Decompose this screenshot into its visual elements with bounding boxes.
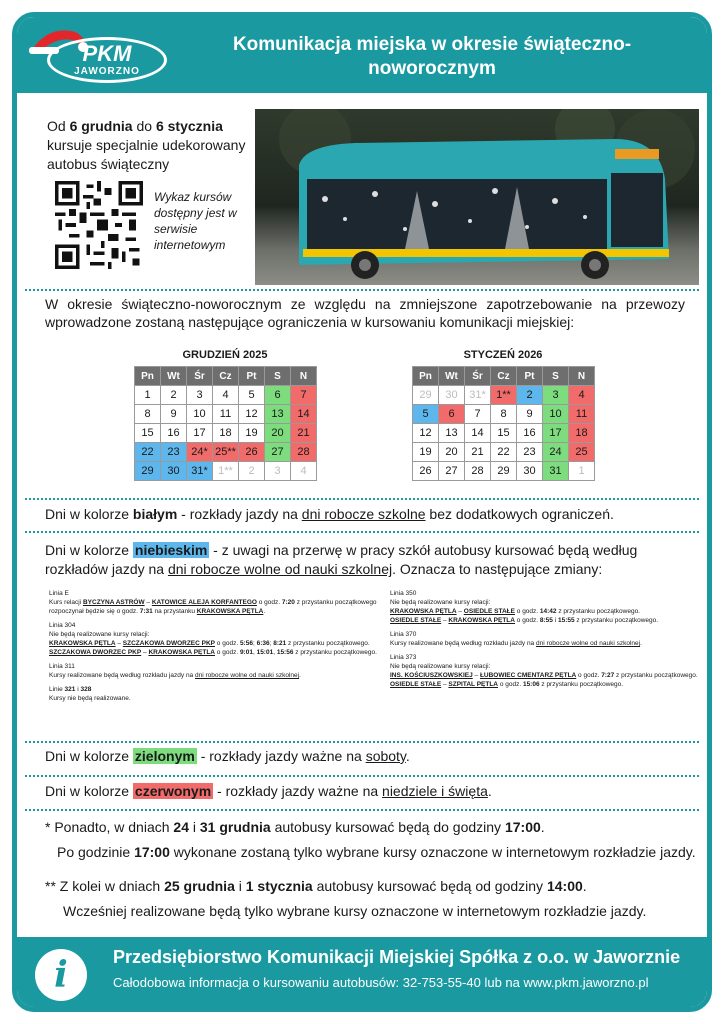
calendar-day: 23	[161, 443, 187, 462]
note-1: * Ponadto, w dniach 24 i 31 grudnia autobusy kursować będą do godziny 17:00.	[45, 819, 545, 835]
calendar-week-row	[135, 386, 317, 405]
calendar-day: 2	[161, 386, 187, 405]
weekday-header: Śr	[187, 367, 213, 386]
calendar-december	[134, 366, 317, 481]
calendar-day: 29	[413, 386, 439, 405]
calendar-week-row	[135, 462, 317, 481]
calendar-header-row	[135, 367, 317, 386]
calendar-week-row	[413, 443, 595, 462]
calendar-day: 25	[569, 443, 595, 462]
calendar-day: 3	[265, 462, 291, 481]
calendar-day: 8	[135, 405, 161, 424]
calendar-day: 30	[517, 462, 543, 481]
legend-blue: Dni w kolorze niebieskim - z uwagi na przerwę w pracy szkół autobusy kursować będą według rozkładów jazdy na dni robocze wolne od nauki szkolnej. Oznacza to następujące zmiany:	[45, 542, 638, 577]
calendar-day: 23	[517, 443, 543, 462]
weekday-header: Wt	[161, 367, 187, 386]
weekday-header: Cz	[213, 367, 239, 386]
calendar-day: 30	[161, 462, 187, 481]
legend-green: Dni w kolorze zielonym - rozkłady jazdy ważne na soboty.	[45, 748, 410, 764]
calendar-day: 3	[543, 386, 569, 405]
divider	[25, 809, 699, 811]
weekday-header: Wt	[439, 367, 465, 386]
calendar-day: 26	[413, 462, 439, 481]
bus-illustration	[255, 109, 699, 285]
calendar-day: 27	[265, 443, 291, 462]
calendar-day: 10	[187, 405, 213, 424]
legend-red: Dni w kolorze czerwonym - rozkłady jazdy ważne na niedziele i święta.	[45, 783, 492, 799]
change-line-370: Linia 370 Kursy realizowane będą według rozkładu jazdy na dni robocze wolne od nauki szkolnej.	[390, 631, 642, 647]
qr-code[interactable]	[55, 181, 143, 269]
weekday-header: Pn	[135, 367, 161, 386]
calendar-day: 31*	[187, 462, 213, 481]
change-line-350: Linia 350 Nie będą realizowane kursy relacji: KRAKOWSKA PĘTLA – OSIEDLE STAŁE o godz. 14:42 z przystanku początkowego. OSIEDLE STAŁE – KRAKOWSKA PĘTLA o godz. 8:55 i 15:55 z przystanku początkowego.	[390, 590, 659, 624]
calendar-day: 4	[569, 386, 595, 405]
weekday-header: S	[543, 367, 569, 386]
calendar-day: 31*	[465, 386, 491, 405]
calendar-header-row	[413, 367, 595, 386]
calendar-day: 29	[135, 462, 161, 481]
weekday-header: Cz	[491, 367, 517, 386]
calendar-day: 6	[439, 405, 465, 424]
calendar-day: 29	[491, 462, 517, 481]
calendar-week-row	[413, 405, 595, 424]
calendar-day: 10	[543, 405, 569, 424]
legend-white: Dni w kolorze białym - rozkłady jazdy na dni robocze szkolne bez dodatkowych ograniczeń.	[45, 506, 614, 522]
page-title: Komunikacja miejska w okresie świąteczno-noworocznym	[232, 34, 632, 79]
calendar-day: 31	[543, 462, 569, 481]
weekday-header: S	[265, 367, 291, 386]
calendar-day: 18	[213, 424, 239, 443]
calendar-day: 28	[291, 443, 317, 462]
calendar-week-row	[135, 443, 317, 462]
calendar-day: 19	[239, 424, 265, 443]
calendar-day: 4	[213, 386, 239, 405]
divider	[25, 289, 699, 291]
calendar-day: 11	[569, 405, 595, 424]
qr-note: Wykaz kursów dostępny jest w serwisie internetowym	[154, 190, 237, 252]
calendar-day: 4	[291, 462, 317, 481]
calendar-week-row	[413, 424, 595, 443]
calendar-day: 13	[439, 424, 465, 443]
calendar-week-row	[135, 405, 317, 424]
weekday-header: Śr	[465, 367, 491, 386]
calendar-day: 16	[517, 424, 543, 443]
divider	[25, 741, 699, 743]
weekday-header: Pn	[413, 367, 439, 386]
footer-bar	[17, 937, 707, 1012]
weekday-header: Pt	[517, 367, 543, 386]
calendar-january	[412, 366, 595, 481]
header-bar	[17, 17, 707, 93]
intro-paragraph: W okresie świąteczno-noworocznym ze względu na zmniejszone zapotrzebowanie na przewozy wprowadzone zostaną następujące ograniczenia w kursowaniu komunikacji miejskiej:	[45, 296, 685, 330]
calendar-day: 18	[569, 424, 595, 443]
calendar-day: 22	[491, 443, 517, 462]
intro-text: Od 6 grudnia do 6 stycznia kursuje specjalnie udekorowany autobus świąteczny	[47, 118, 246, 172]
calendar-day: 28	[465, 462, 491, 481]
calendar-day: 19	[413, 443, 439, 462]
logo-sub-text: JAWORZNO	[74, 66, 140, 77]
note-2: ** Z kolei w dniach 25 grudnia i 1 stycznia autobusy kursować będą od godziny 14:00.	[45, 878, 587, 894]
weekday-header: N	[569, 367, 595, 386]
divider	[25, 531, 699, 533]
calendar-day: 21	[465, 443, 491, 462]
weekday-header: N	[291, 367, 317, 386]
calendar-day: 22	[135, 443, 161, 462]
calendar-day: 1	[569, 462, 595, 481]
note-1-continued: Po godzinie 17:00 wykonane zostaną tylko wybrane kursy oznaczone w internetowym rozkładzie jazdy.	[57, 844, 696, 860]
calendar-day: 16	[161, 424, 187, 443]
calendar-day: 24	[543, 443, 569, 462]
change-line-311: Linia 311 Kursy realizowane będą według rozkładu jazdy na dni robocze wolne od nauki szkolnej.	[49, 663, 301, 679]
calendar-day: 7	[291, 386, 317, 405]
calendar-day: 1**	[213, 462, 239, 481]
pkm-logo	[47, 37, 167, 83]
calendar-day: 8	[491, 405, 517, 424]
calendar-day: 15	[135, 424, 161, 443]
calendar-day: 30	[439, 386, 465, 405]
calendar-day: 2	[517, 386, 543, 405]
calendar-day: 2	[239, 462, 265, 481]
calendar-day: 14	[465, 424, 491, 443]
calendar-day: 12	[239, 405, 265, 424]
calendar-title-december: GRUDZIEŃ 2025	[182, 349, 268, 361]
change-line-304: Linia 304 Nie będą realizowane kursy relacji: KRAKOWSKA PĘTLA – SZCZAKOWA DWORZEC PKP o godz. 5:56; 6:36; 8:21 z przystanku początkowego. SZCZAKOWA DWORZEC PKP – KRAKOWSKA PĘTLA o godz. 9:01, 15:01, 15:56 z przystanku początkowego.	[49, 622, 377, 656]
calendar-day: 17	[543, 424, 569, 443]
calendar-day: 21	[291, 424, 317, 443]
change-line-321-328: Linie 321 i 328 Kursy nie będą realizowane.	[49, 686, 131, 702]
footer-title: Przedsiębiorstwo Komunikacji Miejskiej Spółka z o.o. w Jaworznie	[113, 947, 681, 967]
calendar-title-january: STYCZEŃ 2026	[463, 349, 543, 361]
calendar-day: 9	[517, 405, 543, 424]
calendar-day: 11	[213, 405, 239, 424]
weekday-header: Pt	[239, 367, 265, 386]
calendar-week-row	[413, 386, 595, 405]
calendar-day: 6	[265, 386, 291, 405]
divider	[25, 775, 699, 777]
info-icon: i	[35, 949, 87, 1001]
calendar-day: 3	[187, 386, 213, 405]
calendar-day: 1**	[491, 386, 517, 405]
calendar-day: 26	[239, 443, 265, 462]
calendar-day: 5	[239, 386, 265, 405]
changes-left	[49, 589, 379, 708]
calendar-week-row	[413, 462, 595, 481]
change-line-e: Linia E Kurs relacji BYCZYNA ASTRÓW – KATOWICE ALEJA KORFANTEGO o godz. 7:20 z przystanku początkowego rozpoczynał będzie się o godz. 7:31 na przystanku KRAKOWSKA PĘTLA.	[49, 590, 377, 615]
calendar-day: 25**	[213, 443, 239, 462]
calendar-week-row	[135, 424, 317, 443]
christmas-bus-photo	[255, 109, 699, 285]
calendar-day: 15	[491, 424, 517, 443]
poster-frame	[12, 12, 712, 1012]
calendar-day: 13	[265, 405, 291, 424]
calendar-day: 24*	[187, 443, 213, 462]
divider	[25, 498, 699, 500]
note-2-continued: Wcześniej realizowane będą tylko wybrane kursy oznaczone w internetowym rozkładzie jazdy.	[63, 903, 647, 919]
calendar-day: 5	[413, 405, 439, 424]
calendar-day: 20	[265, 424, 291, 443]
logo-main-text: PKM	[82, 41, 132, 66]
change-line-373: Linia 373 Nie będą realizowane kursy relacji: INS. KOŚCIUSZKOWSKIEJ – ŁUBOWIEC CMENTARZ PĘTLA o godz. 7:27 z przystanku początkowego. OSIEDLE STAŁE – SZPITAL PĘTLA o godz. 15:06 z przystanku początkowego.	[390, 654, 698, 688]
changes-right	[390, 589, 700, 694]
calendar-day: 12	[413, 424, 439, 443]
calendar-day: 20	[439, 443, 465, 462]
calendar-day: 27	[439, 462, 465, 481]
footer-subtitle: Całodobowa informacja o kursowaniu autobusów: 32-753-55-40 lub na www.pkm.jaworzno.pl	[113, 975, 649, 990]
calendar-day: 1	[135, 386, 161, 405]
calendar-day: 7	[465, 405, 491, 424]
calendar-day: 17	[187, 424, 213, 443]
calendar-day: 14	[291, 405, 317, 424]
calendar-day: 9	[161, 405, 187, 424]
